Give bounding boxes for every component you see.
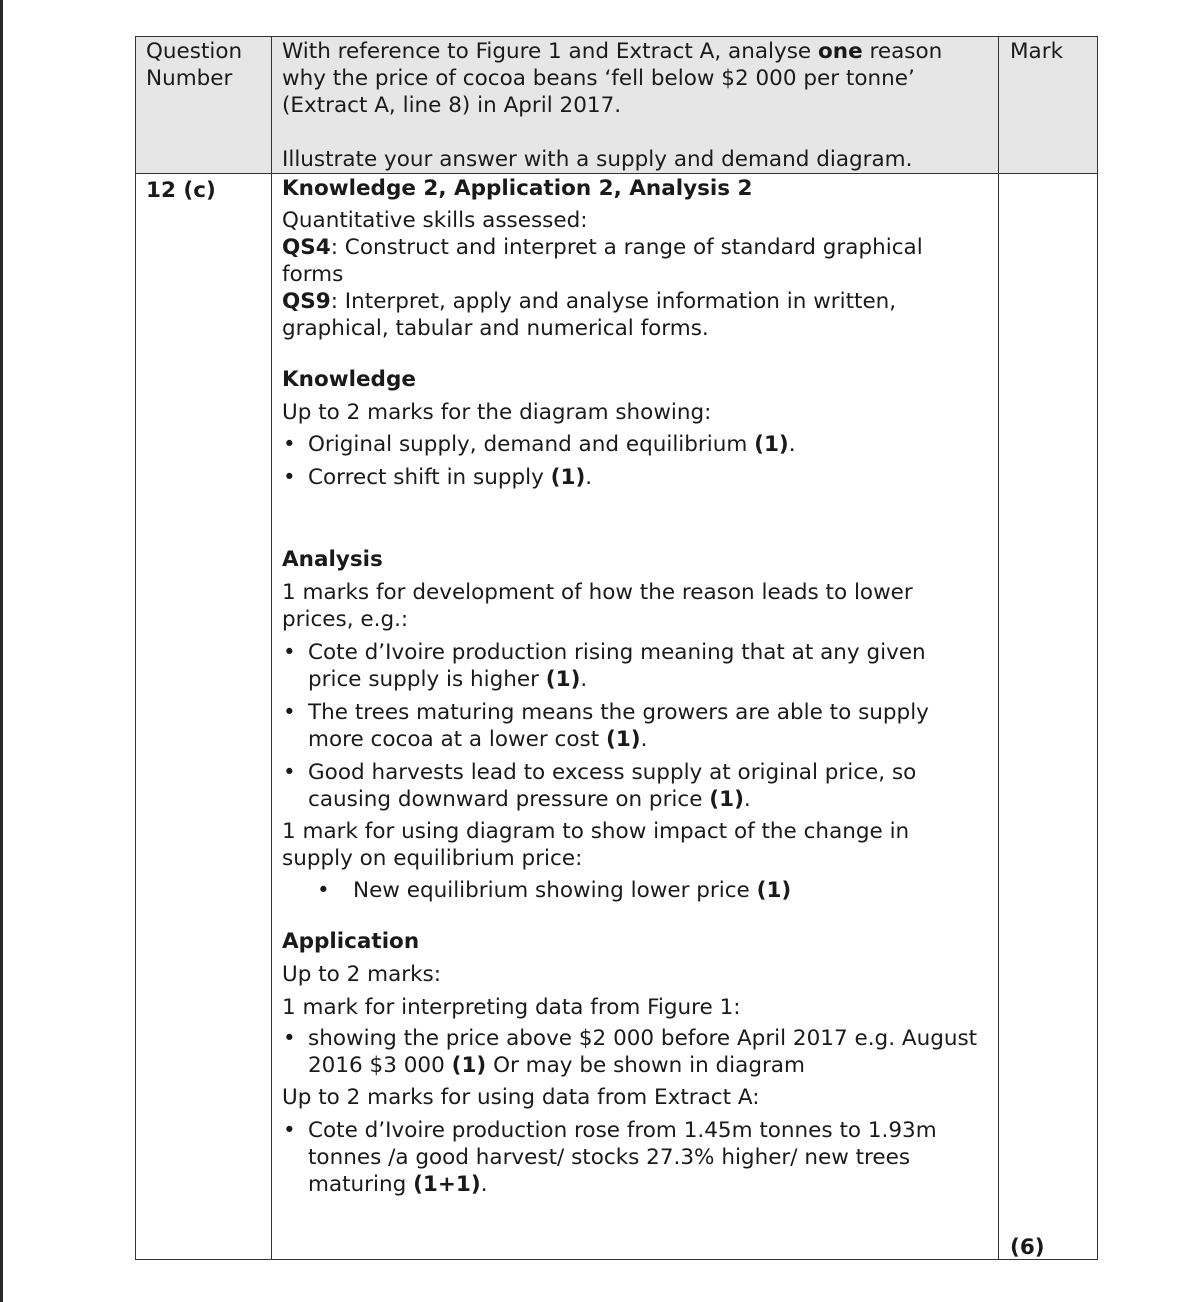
mark-cell bbox=[999, 174, 1098, 1260]
mark-header: Mark bbox=[999, 37, 1098, 174]
application-figure-intro: 1 mark for interpreting data from Figure 1: bbox=[282, 995, 741, 1020]
list-item: • Cote d’Ivoire production rising meaning that at any given price supply is higher (1). bbox=[282, 639, 984, 693]
application-figure-list bbox=[282, 1025, 984, 1079]
answer-row bbox=[136, 174, 1098, 1260]
analysis-intro: 1 marks for development of how the reason leads to lower prices, e.g.: bbox=[282, 580, 913, 632]
list-item: • Correct shift in supply (1). bbox=[282, 464, 984, 491]
list-item: • showing the price above $2 000 before April 2017 e.g. August 2016 $3 000 (1) Or may be shown in diagram bbox=[282, 1025, 984, 1079]
page-left-edge bbox=[0, 0, 3, 1302]
list-item: • Good harvests lead to excess supply at original price, so causing downward pressure on price (1). bbox=[282, 759, 984, 813]
application-heading: Application bbox=[282, 929, 420, 954]
list-item: • Original supply, demand and equilibrium (1). bbox=[282, 431, 984, 458]
total-mark: (6) bbox=[1010, 1235, 1045, 1260]
analysis-list bbox=[282, 639, 984, 813]
list-item: • Cote d’Ivoire production rose from 1.45m tonnes to 1.93m tonnes /a good harvest/ stocks 27.3% higher/ new trees maturing (1+1). bbox=[282, 1117, 984, 1198]
knowledge-intro: Up to 2 marks for the diagram showing: bbox=[282, 400, 712, 425]
knowledge-heading: Knowledge bbox=[282, 367, 416, 392]
mark-scheme-table bbox=[135, 36, 1098, 1260]
question-instruction: Illustrate your answer with a supply and demand diagram. bbox=[282, 147, 913, 172]
application-extract-list bbox=[282, 1117, 984, 1198]
analysis-diagram-list bbox=[282, 877, 984, 904]
analysis-intro-diagram: 1 mark for using diagram to show impact of the change in supply on equilibrium price: bbox=[282, 819, 910, 871]
criteria-heading: Knowledge 2, Application 2, Analysis 2 bbox=[282, 176, 753, 201]
mark-scheme-content bbox=[272, 174, 999, 1260]
question-number-header: Question Number bbox=[136, 37, 272, 174]
list-item: • New equilibrium showing lower price (1) bbox=[282, 877, 984, 904]
application-intro: Up to 2 marks: bbox=[282, 962, 442, 987]
qs-intro: Quantitative skills assessed: bbox=[282, 208, 588, 233]
header-row bbox=[136, 37, 1098, 174]
list-item: • The trees maturing means the growers are able to supply more cocoa at a lower cost (1). bbox=[282, 699, 984, 753]
application-extract-intro: Up to 2 marks for using data from Extract A: bbox=[282, 1085, 760, 1110]
question-prompt bbox=[272, 37, 999, 174]
question-number: 12 (c) bbox=[136, 174, 272, 1260]
analysis-heading: Analysis bbox=[282, 547, 383, 572]
qs4-line: QS4: Construct and interpret a range of standard graphical forms bbox=[282, 235, 923, 287]
qs9-line: QS9: Interpret, apply and analyse information in written, graphical, tabular and numerical forms. bbox=[282, 289, 897, 341]
knowledge-list bbox=[282, 431, 984, 491]
question-text: With reference to Figure 1 and Extract A, analyse one reason why the price of cocoa beans ‘fell below $2 000 per tonne’ (Extract A, line 8) in April 2017. bbox=[282, 39, 943, 118]
